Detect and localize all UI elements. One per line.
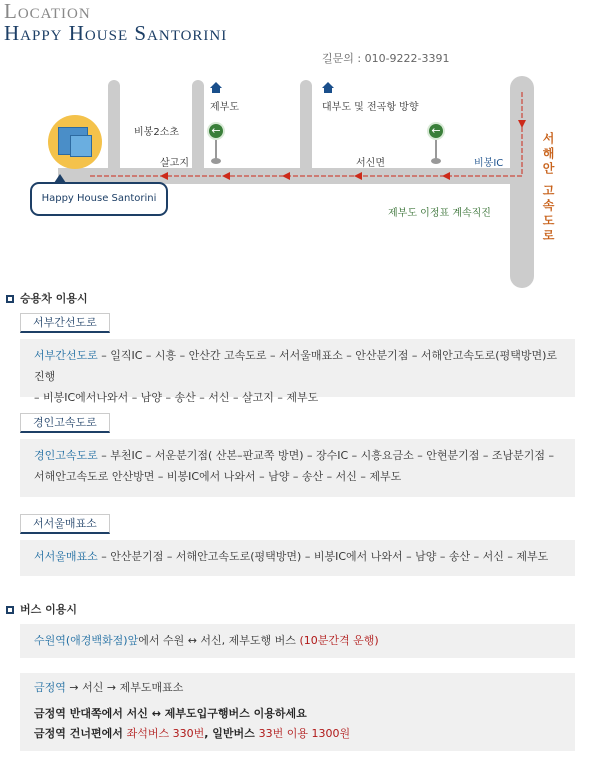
direction-sign-left-icon: ← — [207, 122, 225, 166]
route-line: – 비봉IC에서나와서 – 남양 – 송산 – 서신 – 살고지 – 제부도 — [34, 391, 319, 404]
route-line: 경인고속도로 – 부천IC – 서운분기점( 산본–판교쪽 방면) – 장수IC – 시흥요금소 – 안현분기점 – 조남분기점 – — [34, 449, 555, 462]
label-salgoji: 살고지 — [160, 158, 189, 169]
route-box — [20, 439, 575, 497]
route-line — [0, 70, 601, 290]
bus-line: 금정역 반대쪽에서 서신 ↔ 제부도입구행버스 이용하세요 — [34, 707, 307, 720]
bullet-square-icon — [6, 606, 14, 614]
route-line: 서부간선도로 – 일직IC – 시흥 – 안산간 고속도로 – 서서울매표소 – 안산분기점 – 서해안고속도로(평택방면)로 진행 — [34, 349, 558, 383]
pension-building-icon — [48, 115, 102, 169]
label-jebudo: 제부도 — [210, 102, 239, 113]
location-heading: Location — [4, 0, 91, 23]
route-line: 서서울매표소 – 안산분기점 – 서해안고속도로(평택방면) – 비봉IC에서 나와서 – 남양 – 송산 – 서신 – 제부도 — [34, 550, 549, 563]
bus-section-title: 버스 이용시 — [6, 601, 77, 617]
route-tag: 경인고속도로 — [20, 413, 110, 433]
label-daebudo: 대부도 및 전곡항 방향 — [322, 102, 419, 113]
home-icon — [322, 82, 334, 88]
bus-box-geumjeong — [20, 673, 575, 751]
pension-label-bubble: Happy House Santorini — [30, 182, 168, 216]
bus-line: 금정역 건너편에서 좌석버스 330번, 일반버스 33번 이용 1300원 — [34, 727, 351, 740]
route-box — [20, 540, 575, 576]
label-bibong2: 비봉2소초 — [134, 127, 180, 138]
route-tag: 서서울매표소 — [20, 514, 110, 534]
pension-name-heading: Happy House Santorini — [4, 21, 228, 45]
bullet-square-icon — [6, 295, 14, 303]
route-line: 서해안고속도로 안산방면 – 비봉IC에서 나와서 – 남양 – 송산 – 서신 – 제부도 — [34, 470, 402, 483]
label-jebudo-sign: 제부도 이정표 계속직진 — [388, 208, 491, 219]
car-section-title: 승용차 이용시 — [6, 290, 88, 306]
label-expressway: 서해안 고속도로 — [541, 132, 555, 245]
home-icon — [210, 82, 222, 88]
bus-line: 금정역 → 서신 → 제부도매표소 — [34, 681, 184, 694]
bus-box-suwon: 수원역(애경백화점)앞에서 수원 ↔ 서신, 제부도행 버스 (10분간격 운행) — [20, 624, 575, 658]
route-tag: 서부간선도로 — [20, 313, 110, 333]
contact-phone: 길문의 : 010-9222-3391 — [322, 52, 450, 65]
label-bibong-ic: 비봉IC — [474, 158, 504, 169]
location-map — [0, 70, 601, 290]
direction-sign-right-icon: ← — [427, 122, 445, 166]
label-seosinmyeon: 서신면 — [356, 158, 385, 169]
route-box — [20, 339, 575, 404]
